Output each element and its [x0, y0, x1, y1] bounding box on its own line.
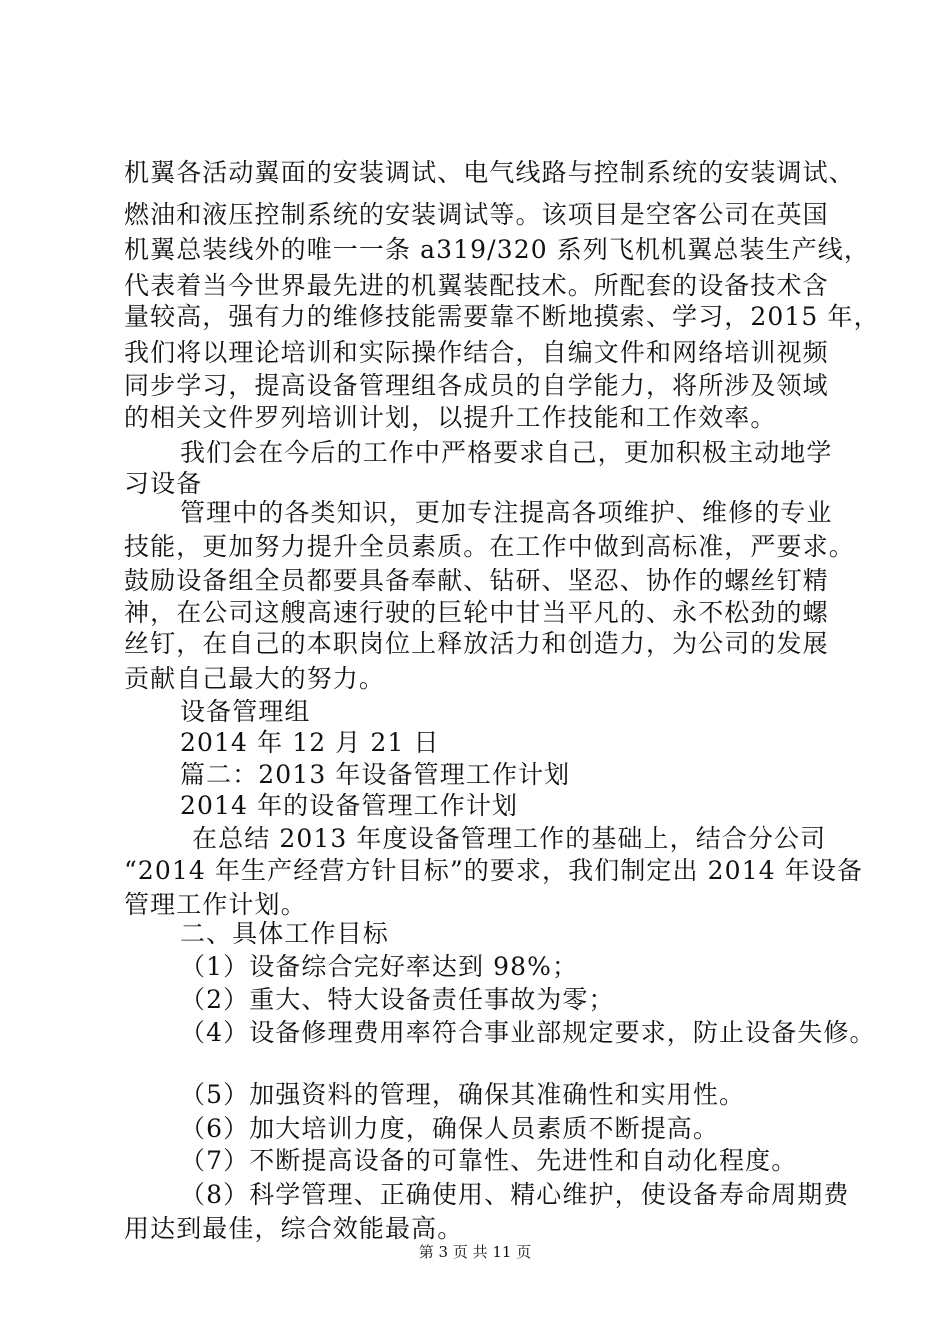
text-line: 燃油和液压控制系统的安装调试等。该项目是空客公司在英国: [124, 200, 829, 229]
text-line: （7）不断提高设备的可靠性、先进性和自动化程度。: [180, 1146, 798, 1175]
text-line: 2014 年的设备管理工作计划: [180, 791, 519, 820]
text-line: “2014 年生产经营方针目标”的要求，我们制定出 2014 年设备: [124, 856, 864, 885]
text-line: 神，在公司这艘高速行驶的巨轮中甘当平凡的、永不松劲的螺: [124, 598, 829, 627]
text-line: 篇二：2013 年设备管理工作计划: [180, 760, 571, 789]
text-line: 量较高，强有力的维修技能需要靠不断地摸索、学习，2015 年，: [124, 302, 880, 331]
text-line: 我们会在今后的工作中严格要求自己，更加积极主动地学: [180, 438, 833, 467]
text-line: （6）加大培训力度，确保人员素质不断提高。: [180, 1114, 720, 1143]
text-line: 贡献自己最大的努力。: [124, 664, 386, 693]
text-line: 鼓励设备组全员都要具备奉献、钻研、坚忍、协作的螺丝钉精: [124, 566, 829, 595]
page-number-footer: 第 3 页 共 11 页: [418, 1243, 532, 1261]
text-line: 机翼总装线外的唯一一条 a319/320 系列飞机机翼总装生产线，: [124, 235, 870, 264]
text-line: 设备管理组: [180, 697, 311, 726]
text-line: 我们将以理论培训和实际操作结合，自编文件和网络培训视频: [124, 338, 829, 367]
text-line: 技能，更加努力提升全员素质。在工作中做到高标准，严要求。: [124, 532, 855, 561]
text-line: 管理工作计划。: [124, 890, 307, 919]
text-line: （1）设备综合完好率达到 98%；: [180, 952, 579, 981]
text-line: 2014 年 12 月 21 日: [180, 728, 440, 757]
text-line: 代表着当今世界最先进的机翼装配技术。所配套的设备技术含: [124, 271, 829, 300]
text-line: 的相关文件罗列培训计划，以提升工作技能和工作效率。: [124, 403, 777, 432]
text-line: 二、具体工作目标: [180, 919, 389, 948]
text-line: 习设备: [124, 469, 203, 498]
text-line: 同步学习，提高设备管理组各成员的自学能力，将所涉及领域: [124, 371, 829, 400]
text-line: （5）加强资料的管理，确保其准确性和实用性。: [180, 1080, 746, 1109]
text-line: 用达到最佳，综合效能最高。: [124, 1214, 464, 1243]
text-line: （8）科学管理、正确使用、精心维护，使设备寿命周期费: [180, 1180, 850, 1209]
text-line: （4）设备修理费用率符合事业部规定要求，防止设备失修。: [180, 1018, 876, 1047]
text-line: 在总结 2013 年度设备管理工作的基础上，结合分公司: [192, 824, 827, 853]
text-line: 丝钉，在自己的本职岗位上释放活力和创造力，为公司的发展: [124, 629, 829, 658]
text-line: （2）重大、特大设备责任事故为零；: [180, 985, 615, 1014]
text-line: 机翼各活动翼面的安装调试、电气线路与控制系统的安装调试、: [124, 158, 855, 187]
text-line: 管理中的各类知识，更加专注提高各项维护、维修的专业: [180, 498, 833, 527]
